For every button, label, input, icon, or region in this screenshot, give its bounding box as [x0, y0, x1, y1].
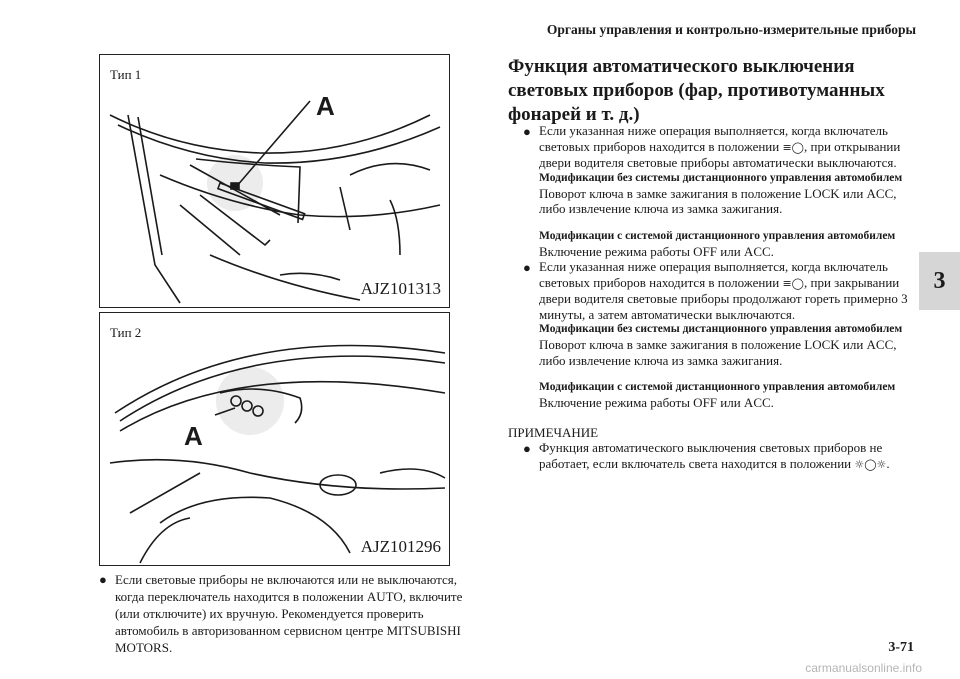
figure-type-label: Тип 2	[110, 325, 142, 340]
figure-code: AJZ101313	[360, 279, 441, 298]
headlight-icon: ≡◯	[782, 276, 804, 290]
section-title: Функция автоматического выключения световых приборов (фар, противотуманных фонарей и т. д.)	[508, 56, 885, 125]
dashboard-illustration-1	[100, 55, 449, 307]
callout-a-1: A	[316, 91, 335, 121]
manual-override-note	[99, 571, 479, 656]
manual-override-text: Если световые приборы не включаются или не выключаются, когда переключатель находится в положении AUTO, включите (или отключите) их вручную. Рекомендуется проверить автомобиль в авторизованном сервисном центре MITSUBISHI MOTORS.	[115, 572, 463, 655]
page-header: Органы управления и контрольно-измерительные приборы	[546, 22, 916, 37]
note-item	[523, 440, 923, 472]
item-text-before: Если указанная ниже операция выполняется, когда включатель световых приборов находится в положении	[539, 123, 888, 154]
subheading-with-remote: Модификации с системой дистанционного управления автомобилем	[539, 229, 896, 242]
callout-a-2: A	[184, 421, 203, 451]
note-text-after: .	[886, 455, 890, 471]
page-number: 3-71	[888, 640, 914, 655]
bullet-icon: ●	[99, 572, 107, 587]
bullet-icon: ●	[523, 124, 531, 139]
chapter-number: 3	[933, 267, 946, 294]
item-text-after: , при закрывании двери водителя световые приборы продолжают гореть примерно 3 минуты, а затем автоматически выключаются.	[539, 274, 908, 322]
dashboard-illustration-2	[100, 313, 449, 565]
figure-type-1	[99, 54, 450, 308]
operation-text: Включение режима работы OFF или ACC.	[539, 243, 774, 259]
section-body	[508, 123, 923, 472]
bullet-icon: ●	[523, 441, 531, 456]
operation-text: Поворот ключа в замке зажигания в положение LOCK или ACC, либо извлечение ключа из замка зажигания.	[539, 185, 897, 216]
operation-text: Поворот ключа в замке зажигания в положение LOCK или ACC, либо извлечение ключа из замка зажигания.	[539, 337, 897, 368]
subheading-with-remote: Модификации с системой дистанционного управления автомобилем	[539, 381, 896, 393]
watermark: carmanualsonline.info	[805, 661, 922, 675]
subheading-no-remote: Модификации без системы дистанционного управления автомобилем	[539, 171, 903, 184]
note-text-before: Функция автоматического выключения световых приборов не работает, если включатель света находится в положении	[539, 440, 883, 471]
figure-code: AJZ101296	[360, 537, 441, 556]
figure-type-2	[99, 312, 450, 566]
bullet-icon: ●	[523, 260, 531, 275]
chapter-tab	[919, 252, 960, 310]
operation-text: Включение режима работы OFF или ACC.	[539, 395, 774, 410]
item-text-after: , при открывании двери водителя световые приборы автоматически выключаются.	[539, 138, 901, 170]
note-label: ПРИМЕЧАНИЕ	[508, 424, 599, 440]
item-text-before: Если указанная ниже операция выполняется, когда включатель световых приборов находится в положении	[539, 259, 888, 290]
list-item	[523, 259, 923, 411]
position-light-icon: ☼◯☼	[854, 457, 887, 471]
figure-type-label: Тип 1	[110, 67, 142, 82]
list-item	[523, 123, 923, 259]
subheading-no-remote: Модификации без системы дистанционного управления автомобилем	[539, 323, 903, 335]
headlight-icon: ≡◯	[782, 140, 804, 154]
